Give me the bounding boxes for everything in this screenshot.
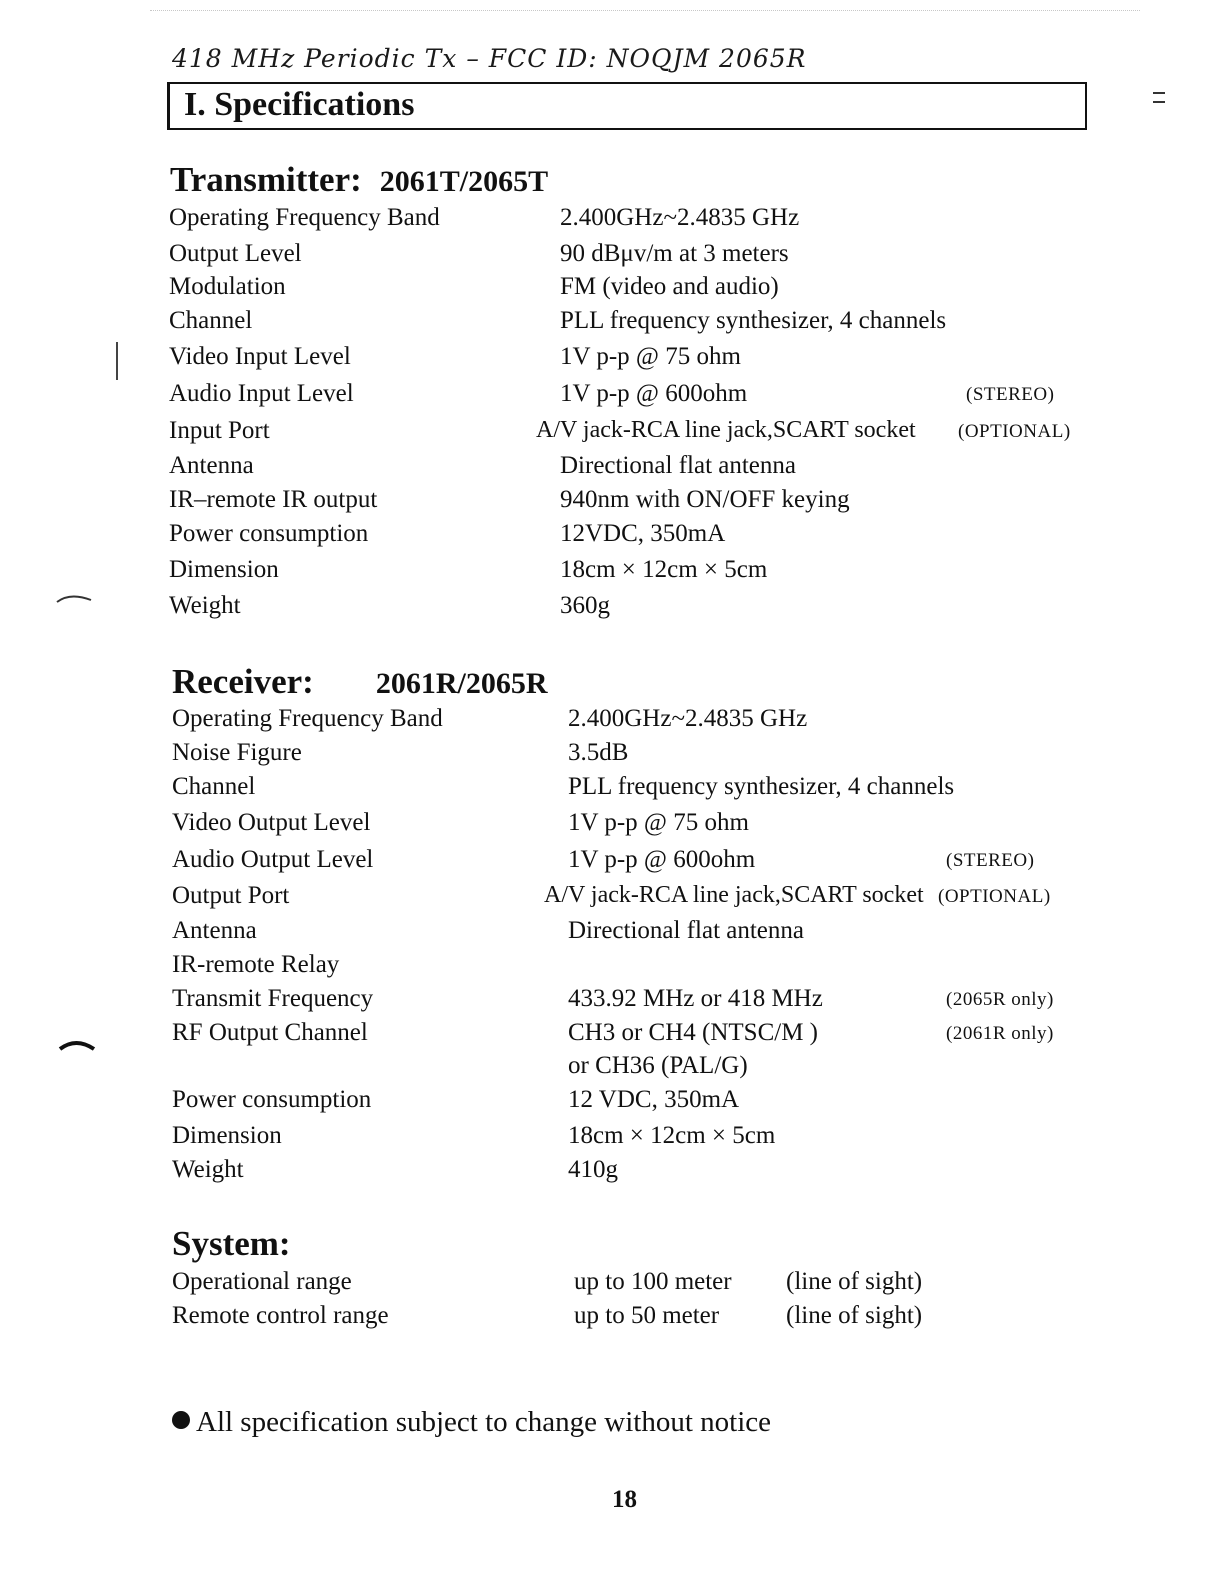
spec-value: 940nm with ON/OFF keying	[560, 486, 850, 513]
transmitter-spec-row	[169, 452, 1089, 486]
receiver-spec-row	[172, 773, 1082, 807]
spec-label: Input Port	[169, 417, 270, 444]
spec-label: Transmit Frequency	[172, 985, 374, 1012]
scan-mark-tick	[112, 340, 122, 390]
system-heading-label: System:	[172, 1224, 291, 1263]
transmitter-spec-row	[169, 592, 1089, 626]
spec-label: Power consumption	[169, 520, 369, 547]
receiver-heading	[172, 662, 548, 702]
receiver-heading-label: Receiver:	[172, 662, 314, 701]
spec-value: 3.5dB	[568, 739, 629, 766]
receiver-spec-row	[172, 739, 1082, 773]
transmitter-spec-row	[169, 380, 1089, 414]
receiver-spec-row	[172, 1019, 1082, 1053]
spec-value: 2.400GHz~2.4835 GHz	[568, 705, 808, 732]
spec-label: Output Level	[169, 240, 302, 267]
receiver-spec-row	[172, 1122, 1082, 1156]
receiver-spec-row	[172, 985, 1082, 1019]
margin-mark	[1153, 92, 1167, 116]
spec-note: (OPTIONAL)	[938, 886, 1051, 907]
spec-label: Output Port	[172, 882, 290, 909]
transmitter-spec-row	[169, 273, 1089, 307]
scan-mark-arc	[55, 590, 95, 610]
spec-note: (STEREO)	[966, 384, 1055, 405]
receiver-spec-row	[172, 1086, 1082, 1120]
spec-label: IR-remote Relay	[172, 951, 340, 978]
spec-label: Weight	[172, 1156, 244, 1183]
spec-value: 90 dBμv/m at 3 meters	[560, 240, 789, 267]
spec-value: 18cm × 12cm × 5cm	[560, 556, 768, 583]
transmitter-spec-row	[169, 486, 1089, 520]
transmitter-spec-row	[169, 204, 1089, 238]
spec-label: Operating Frequency Band	[169, 204, 440, 231]
transmitter-model: 2061T/2065T	[379, 165, 549, 198]
spec-value: Directional flat antenna	[560, 452, 796, 479]
spec-note: (line of sight)	[786, 1302, 923, 1329]
notice-text: All specification subject to change without notice	[196, 1406, 772, 1438]
spec-value: 1V p-p @ 600ohm	[560, 380, 748, 407]
spec-label: Antenna	[172, 917, 257, 944]
spec-note: (line of sight)	[786, 1268, 923, 1295]
spec-note: (STEREO)	[946, 850, 1035, 871]
spec-value: PLL frequency synthesizer, 4 channels	[560, 307, 947, 334]
spec-value: PLL frequency synthesizer, 4 channels	[568, 773, 955, 800]
spec-label: Channel	[172, 773, 256, 800]
spec-value: CH3 or CH4 (NTSC/M )	[568, 1019, 819, 1046]
receiver-model: 2061R/2065R	[375, 667, 548, 700]
spec-label: Dimension	[172, 1122, 282, 1149]
transmitter-heading	[170, 160, 548, 200]
notice-line	[172, 1406, 771, 1439]
receiver-spec-row	[172, 846, 1082, 880]
spec-value: 360g	[560, 592, 610, 619]
receiver-spec-row	[172, 882, 1082, 916]
scan-mark-arc	[58, 1035, 98, 1057]
spec-note: (2061R only)	[946, 1023, 1054, 1044]
spec-value: Directional flat antenna	[568, 917, 804, 944]
spec-label: Dimension	[169, 556, 279, 583]
spec-label: Audio Output Level	[172, 846, 374, 873]
spec-label: Modulation	[169, 273, 286, 300]
transmitter-spec-row	[169, 556, 1089, 590]
receiver-spec-row	[172, 917, 1082, 951]
receiver-spec-row	[172, 705, 1082, 739]
spec-value: 1V p-p @ 75 ohm	[560, 343, 741, 370]
transmitter-spec-row	[169, 417, 1089, 451]
spec-label: RF Output Channel	[172, 1019, 368, 1046]
spec-value: 410g	[568, 1156, 618, 1183]
spec-value: up to 50 meter	[574, 1302, 720, 1329]
spec-value: 2.400GHz~2.4835 GHz	[560, 204, 800, 231]
spec-note: (OPTIONAL)	[958, 421, 1071, 442]
spec-value: A/V jack-RCA line jack,SCART socket	[544, 882, 924, 908]
spec-label: Video Input Level	[169, 343, 351, 370]
receiver-spec-row	[172, 1156, 1082, 1190]
spec-value: FM (video and audio)	[560, 273, 779, 300]
spec-value: 12VDC, 350mA	[560, 520, 726, 547]
spec-value: 1V p-p @ 75 ohm	[568, 809, 749, 836]
system-spec-row	[172, 1268, 972, 1302]
handwritten-note: 418 MHz Periodic Tx – FCC ID: NOQJM 2065R	[172, 44, 807, 73]
spec-label: Audio Input Level	[169, 380, 354, 407]
bullet-icon	[172, 1411, 190, 1429]
scan-edge-line	[150, 10, 1140, 11]
spec-value: 12 VDC, 350mA	[568, 1086, 740, 1113]
spec-label: Weight	[169, 592, 241, 619]
receiver-spec-row	[172, 1052, 1082, 1086]
spec-label: Operational range	[172, 1268, 352, 1295]
spec-value: 433.92 MHz or 418 MHz	[568, 985, 823, 1012]
page-number: 18	[612, 1486, 637, 1513]
spec-value: up to 100 meter	[574, 1268, 732, 1295]
spec-label: Operating Frequency Band	[172, 705, 443, 732]
page-title: I. Specifications	[184, 86, 415, 123]
transmitter-spec-row	[169, 520, 1089, 554]
transmitter-spec-row	[169, 240, 1089, 274]
spec-label: Power consumption	[172, 1086, 372, 1113]
system-spec-row	[172, 1302, 972, 1336]
transmitter-spec-row	[169, 343, 1089, 377]
transmitter-spec-row	[169, 307, 1089, 341]
spec-value: 1V p-p @ 600ohm	[568, 846, 756, 873]
receiver-spec-row	[172, 809, 1082, 843]
spec-label: IR–remote IR output	[169, 486, 378, 513]
system-heading	[172, 1224, 291, 1264]
spec-value: A/V jack-RCA line jack,SCART socket	[536, 417, 916, 443]
spec-note: (2065R only)	[946, 989, 1054, 1010]
title-box	[167, 82, 1087, 130]
spec-label: Noise Figure	[172, 739, 302, 766]
spec-value: or CH36 (PAL/G)	[568, 1052, 748, 1079]
spec-label: Antenna	[169, 452, 254, 479]
transmitter-heading-label: Transmitter:	[170, 160, 362, 199]
receiver-spec-row	[172, 951, 1082, 985]
spec-label: Video Output Level	[172, 809, 371, 836]
spec-value: 18cm × 12cm × 5cm	[568, 1122, 776, 1149]
spec-label: Channel	[169, 307, 253, 334]
spec-label: Remote control range	[172, 1302, 389, 1329]
